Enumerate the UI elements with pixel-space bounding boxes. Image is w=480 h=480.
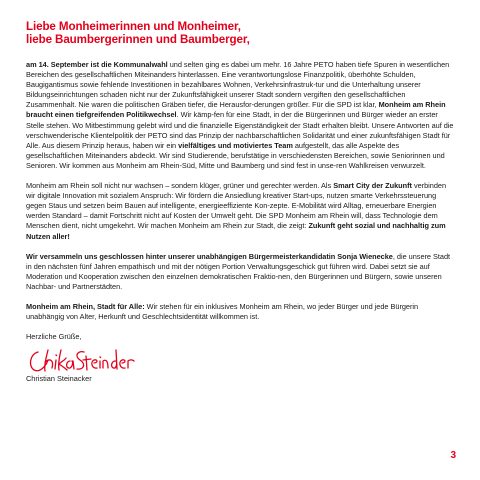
signer-name: Christian Steinacker [26,374,92,384]
text-run: Monheim am Rhein soll nicht nur wachsen – sondern klüger, grüner und gerechter werden. Als [26,181,334,191]
bold-phrase: Smart City der Zukunft [333,181,412,191]
page-number: 3 [450,450,456,461]
paragraph-election [26,60,456,171]
text-run: , die unsere Stadt in den nächsten fünf Jahren empathisch und mit der nötigen Portion Verwaltungsgeschick gut führen wird. Dabei setzt sie auf Moderation und Kooperation zwischen den einzelnen demokratischen Fraktio-nen, den Bürgerinnen und Bürgern, sowie unseren Nachbar- und Partnerstädten. [26,251,451,291]
bold-phrase: Monheim am Rhein braucht einen tiefgreifenden Politikwechsel [26,100,446,120]
text-run: verbinden wir digitale Innovation mit sozialem Anspruch: Wir fördern die Ansiedlung kreativer Start-ups, nutzen smarte Verkehrssteuerung gegen Staus und setzen beim Bauen auf intelligente, energieeffiziente Kon-zepte. E-Mobilität wird Alltag, erneuerbare Energien werden Standard – damit Fortschritt nicht auf Kosten der Umwelt geht. Die SPD Monheim am Rhein will, dass Technologie dem Menschen dient, nicht umgekehrt. Wir machen Monheim am Rhein zur Stadt, die zeigt: [26,181,447,231]
bold-phrase: Wir versammeln uns geschlossen hinter unserer unabhängigen Bürgermeisterkandidatin Sonja Wienecke [26,251,393,261]
bold-phrase: vielfältiges und motiviertes Team [178,140,293,150]
text-run: . Wir kämp-fen für eine Stadt, in der die Bürgerinnen und Bürger wieder an erster Stelle stehen. Wo Mitbestimmung gelebt wird und die finanzielle Eigenständigkeit der Stadt erhalten bleibt. Unsere Antworten auf die verschwenderische Klientelpolitik der PETO sind das Prinzip der nachbarschaftlichen Solidarität und einer zukunftsfähigen Stadt für Alle. Aus diesem Prinzip heraus, haben wir ein [26,110,454,150]
paragraph-smart-city [26,181,456,242]
text-run: aufgestellt, das alle Aspekte des gesellschaftlichen Miteinanders abdeckt. Wir sind Studierende, berufstätige in verschiedensten Bereichen, sowie Seniorinnen und Senioren. Wir kommen aus Monheim am Rhein-Süd, Mitte und Baumberg und sind fest in unse-ren Wahlkreisen verwurzelt. [26,140,445,170]
bold-phrase: Monheim am Rhein, Stadt für Alle: [26,301,145,311]
closing-salutation: Herzliche Grüße, [26,332,82,342]
bold-phrase: Zukunft geht sozial und nachhaltig zum Nutzen aller! [26,221,446,241]
text-run: und selten ging es dabei um mehr. 16 Jahre PETO haben tiefe Spuren in wesentlichen Bereichen des gesellschaftlichen Miteinanders hinterlassen. Eine verantwortungslose Finanzpolitik, überhöhte Schulden, Baugigantismus sowie fehlende Investitionen in bezahlbares Wohnen, Verkehrsinfrastruk-tur und die Unterhaltung unserer Bildungseinrichtungen schaden nicht nur der Zukunftsfähigkeit unserer Stadt sondern vergiften den gesellschaftlichen Zusammenhalt. Nie waren die politischen Gräben tiefer, die Herausfor-derungen größer. Für die SPD ist klar, [26,60,450,110]
greeting-heading [26,20,456,46]
signature-image [26,346,146,376]
letter-page [26,20,456,384]
greeting-line-2: liebe Baumbergerinnen und Baumberger, [26,33,250,46]
letter-body [26,60,456,322]
paragraph-candidate [26,252,456,292]
greeting-line-1: Liebe Monheimerinnen und Monheimer, [26,20,241,33]
bold-phrase: am 14. September ist die Kommunalwahl [26,60,168,69]
text-run: Wir stehen für ein inklusives Monheim am Rhein, wo jeder Bürger und jede Bürgerin unabhängig von Alter, Herkunft und Geschlechtsidentität willkommen ist. [26,301,419,322]
paragraph-inclusion [26,302,456,322]
